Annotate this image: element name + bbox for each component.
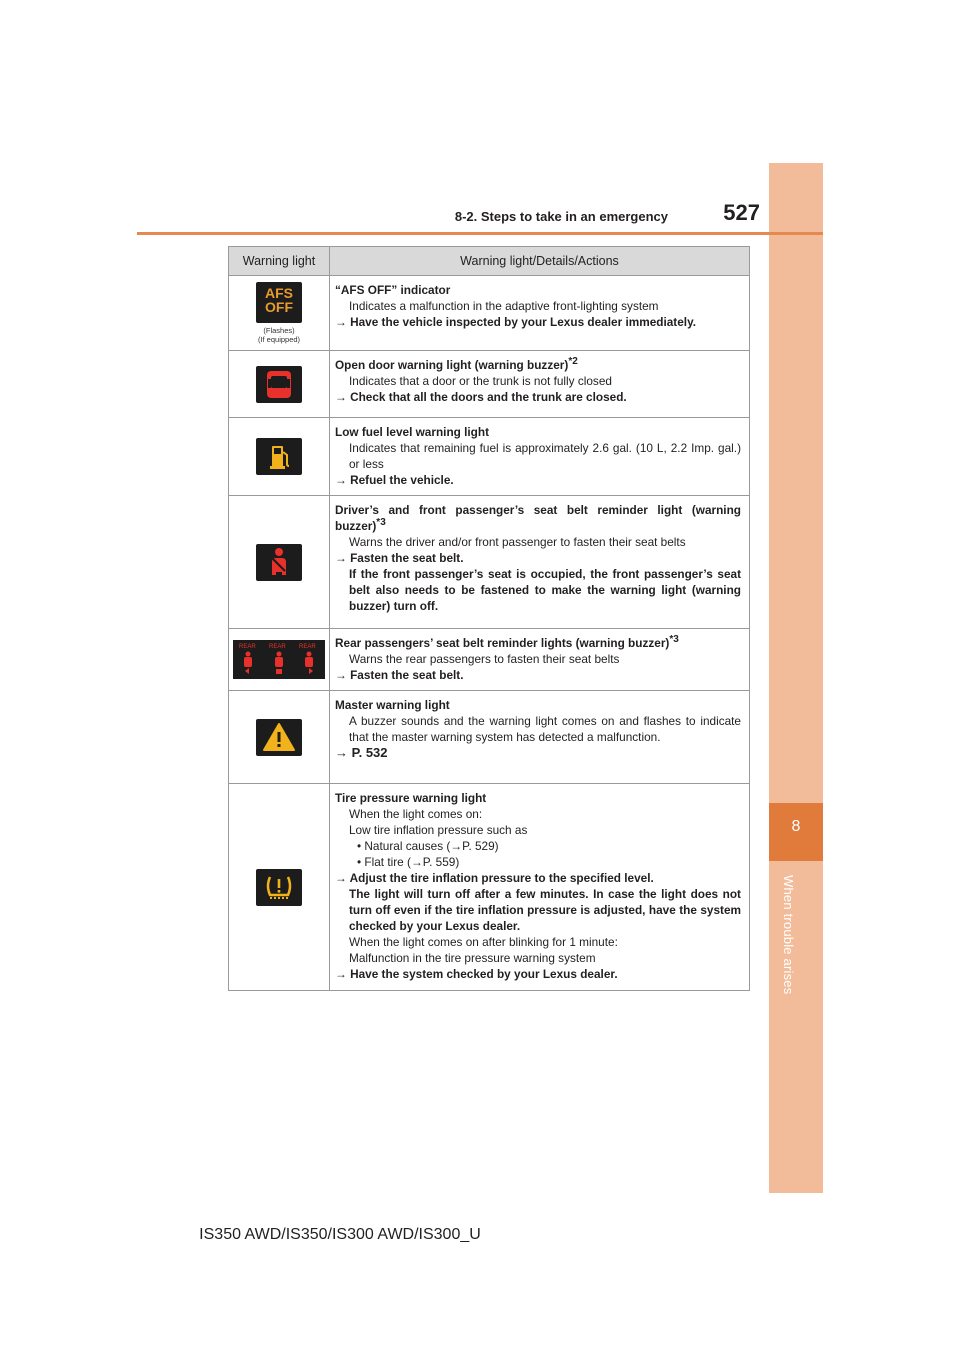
icon-cell bbox=[229, 784, 330, 991]
item-action: → Have the vehicle inspected by your Lexus dealer immediately. bbox=[335, 315, 697, 329]
item-action-detail: If the front passenger’s seat is occupied, the front passenger’s seat belt also needs to be fastened to make the warning light (warning buzzer) turn off. bbox=[349, 567, 741, 613]
item-line: Malfunction in the tire pressure warning system bbox=[349, 951, 596, 965]
footnote-mark: *3 bbox=[669, 634, 679, 646]
column-header-warning-light: Warning light bbox=[229, 247, 330, 276]
warning-light-table bbox=[228, 246, 750, 991]
item-title: Master warning light bbox=[335, 698, 450, 712]
off-icon-text: OFF bbox=[265, 299, 293, 315]
item-title: Low fuel level warning light bbox=[335, 425, 490, 439]
flashes-note: (Flashes) bbox=[263, 326, 295, 335]
icon-cell bbox=[229, 496, 330, 629]
item-detail: Warns the rear passengers to fasten their seat belts bbox=[349, 652, 620, 666]
list-item: • Flat tire (→P. 559) bbox=[357, 855, 460, 869]
item-detail: Warns the driver and/or front passenger to fasten their seat belts bbox=[349, 535, 686, 549]
table-row bbox=[229, 691, 750, 784]
item-action-detail: The light will turn off after a few minutes. In case the light does not turn off even if the tire inflation pressure is adjusted, have the system checked by your Lexus dealer. bbox=[349, 887, 741, 933]
rear-seat-belt-icon bbox=[233, 640, 325, 679]
item-action: → Fasten the seat belt. bbox=[335, 551, 464, 565]
tire-pressure-icon bbox=[256, 869, 302, 906]
table-row bbox=[229, 276, 750, 351]
icon-cell bbox=[229, 276, 330, 351]
item-action: → Have the system checked by your Lexus dealer. bbox=[335, 967, 618, 981]
details-cell bbox=[330, 351, 750, 418]
details-cell bbox=[330, 418, 750, 496]
details-cell bbox=[330, 691, 750, 784]
item-detail: Indicates a malfunction in the adaptive front-lighting system bbox=[349, 299, 659, 313]
item-title bbox=[335, 357, 741, 373]
item-action: → Check that all the doors and the trunk are closed. bbox=[335, 390, 627, 404]
if-equipped-note: (If equipped) bbox=[257, 335, 301, 344]
item-title bbox=[335, 635, 741, 651]
table-row bbox=[229, 629, 750, 691]
table-row bbox=[229, 351, 750, 418]
item-title: Tire pressure warning light bbox=[335, 791, 487, 805]
footnote-mark: *2 bbox=[568, 356, 578, 368]
item-action: → Adjust the tire inflation pressure to the specified level. bbox=[335, 871, 654, 885]
afs-icon-text: AFS bbox=[265, 285, 293, 301]
header-rule bbox=[137, 232, 823, 235]
item-title: “AFS OFF” indicator bbox=[335, 283, 451, 297]
chapter-label: When trouble arises bbox=[781, 875, 796, 995]
footer-model: IS350 AWD/IS350/IS300 AWD/IS300_U bbox=[199, 1226, 481, 1243]
item-action: → Refuel the vehicle. bbox=[335, 473, 454, 487]
item-action: → P. 532 bbox=[335, 745, 388, 760]
item-title-text: Rear passengers’ seat belt reminder lights (warning buzzer) bbox=[335, 636, 670, 650]
item-detail: A buzzer sounds and the warning light comes on and flashes to indicate that the master warning system has detected a malfunction. bbox=[349, 714, 741, 744]
item-line: Low tire inflation pressure such as bbox=[349, 823, 528, 837]
list-item: • Natural causes (→P. 529) bbox=[357, 839, 499, 853]
open-door-icon bbox=[256, 366, 302, 403]
table-row bbox=[229, 496, 750, 629]
icon-cell bbox=[229, 629, 330, 691]
icon-cell bbox=[229, 351, 330, 418]
item-title-text: Driver’s and front passenger’s seat belt reminder light (warning buzzer) bbox=[335, 503, 741, 533]
item-line: When the light comes on after blinking for 1 minute: bbox=[349, 935, 618, 949]
side-tab-band bbox=[769, 163, 823, 1193]
footnote-mark: *3 bbox=[376, 517, 386, 529]
item-line: When the light comes on: bbox=[349, 807, 483, 821]
section-title: 8-2. Steps to take in an emergency bbox=[454, 209, 668, 224]
icon-cell bbox=[229, 691, 330, 784]
fuel-pump-icon bbox=[256, 438, 302, 475]
table-row bbox=[229, 418, 750, 496]
details-cell bbox=[330, 629, 750, 691]
rear-label-right: REAR bbox=[299, 644, 316, 650]
icon-cell bbox=[229, 418, 330, 496]
table-row bbox=[229, 784, 750, 991]
item-action: → Fasten the seat belt. bbox=[335, 668, 464, 682]
rear-label-center: REAR bbox=[269, 644, 286, 650]
details-cell bbox=[330, 276, 750, 351]
rear-label-left: REAR bbox=[239, 644, 256, 650]
table-header-row bbox=[229, 247, 750, 276]
page-number: 527 bbox=[723, 200, 760, 225]
item-detail: Indicates that a door or the trunk is not fully closed bbox=[349, 374, 612, 388]
afs-off-icon bbox=[256, 282, 302, 323]
item-detail: Indicates that remaining fuel is approximately 2.6 gal. (10 L, 2.2 Imp. gal.) or less bbox=[349, 441, 741, 471]
item-title-text: Open door warning light (warning buzzer) bbox=[335, 358, 569, 372]
chapter-number: 8 bbox=[791, 818, 801, 835]
master-warning-icon bbox=[256, 719, 302, 756]
seat-belt-icon bbox=[256, 544, 302, 581]
details-cell bbox=[330, 496, 750, 629]
item-title bbox=[335, 502, 741, 534]
details-cell bbox=[330, 784, 750, 991]
column-header-details: Warning light/Details/Actions bbox=[330, 247, 750, 276]
